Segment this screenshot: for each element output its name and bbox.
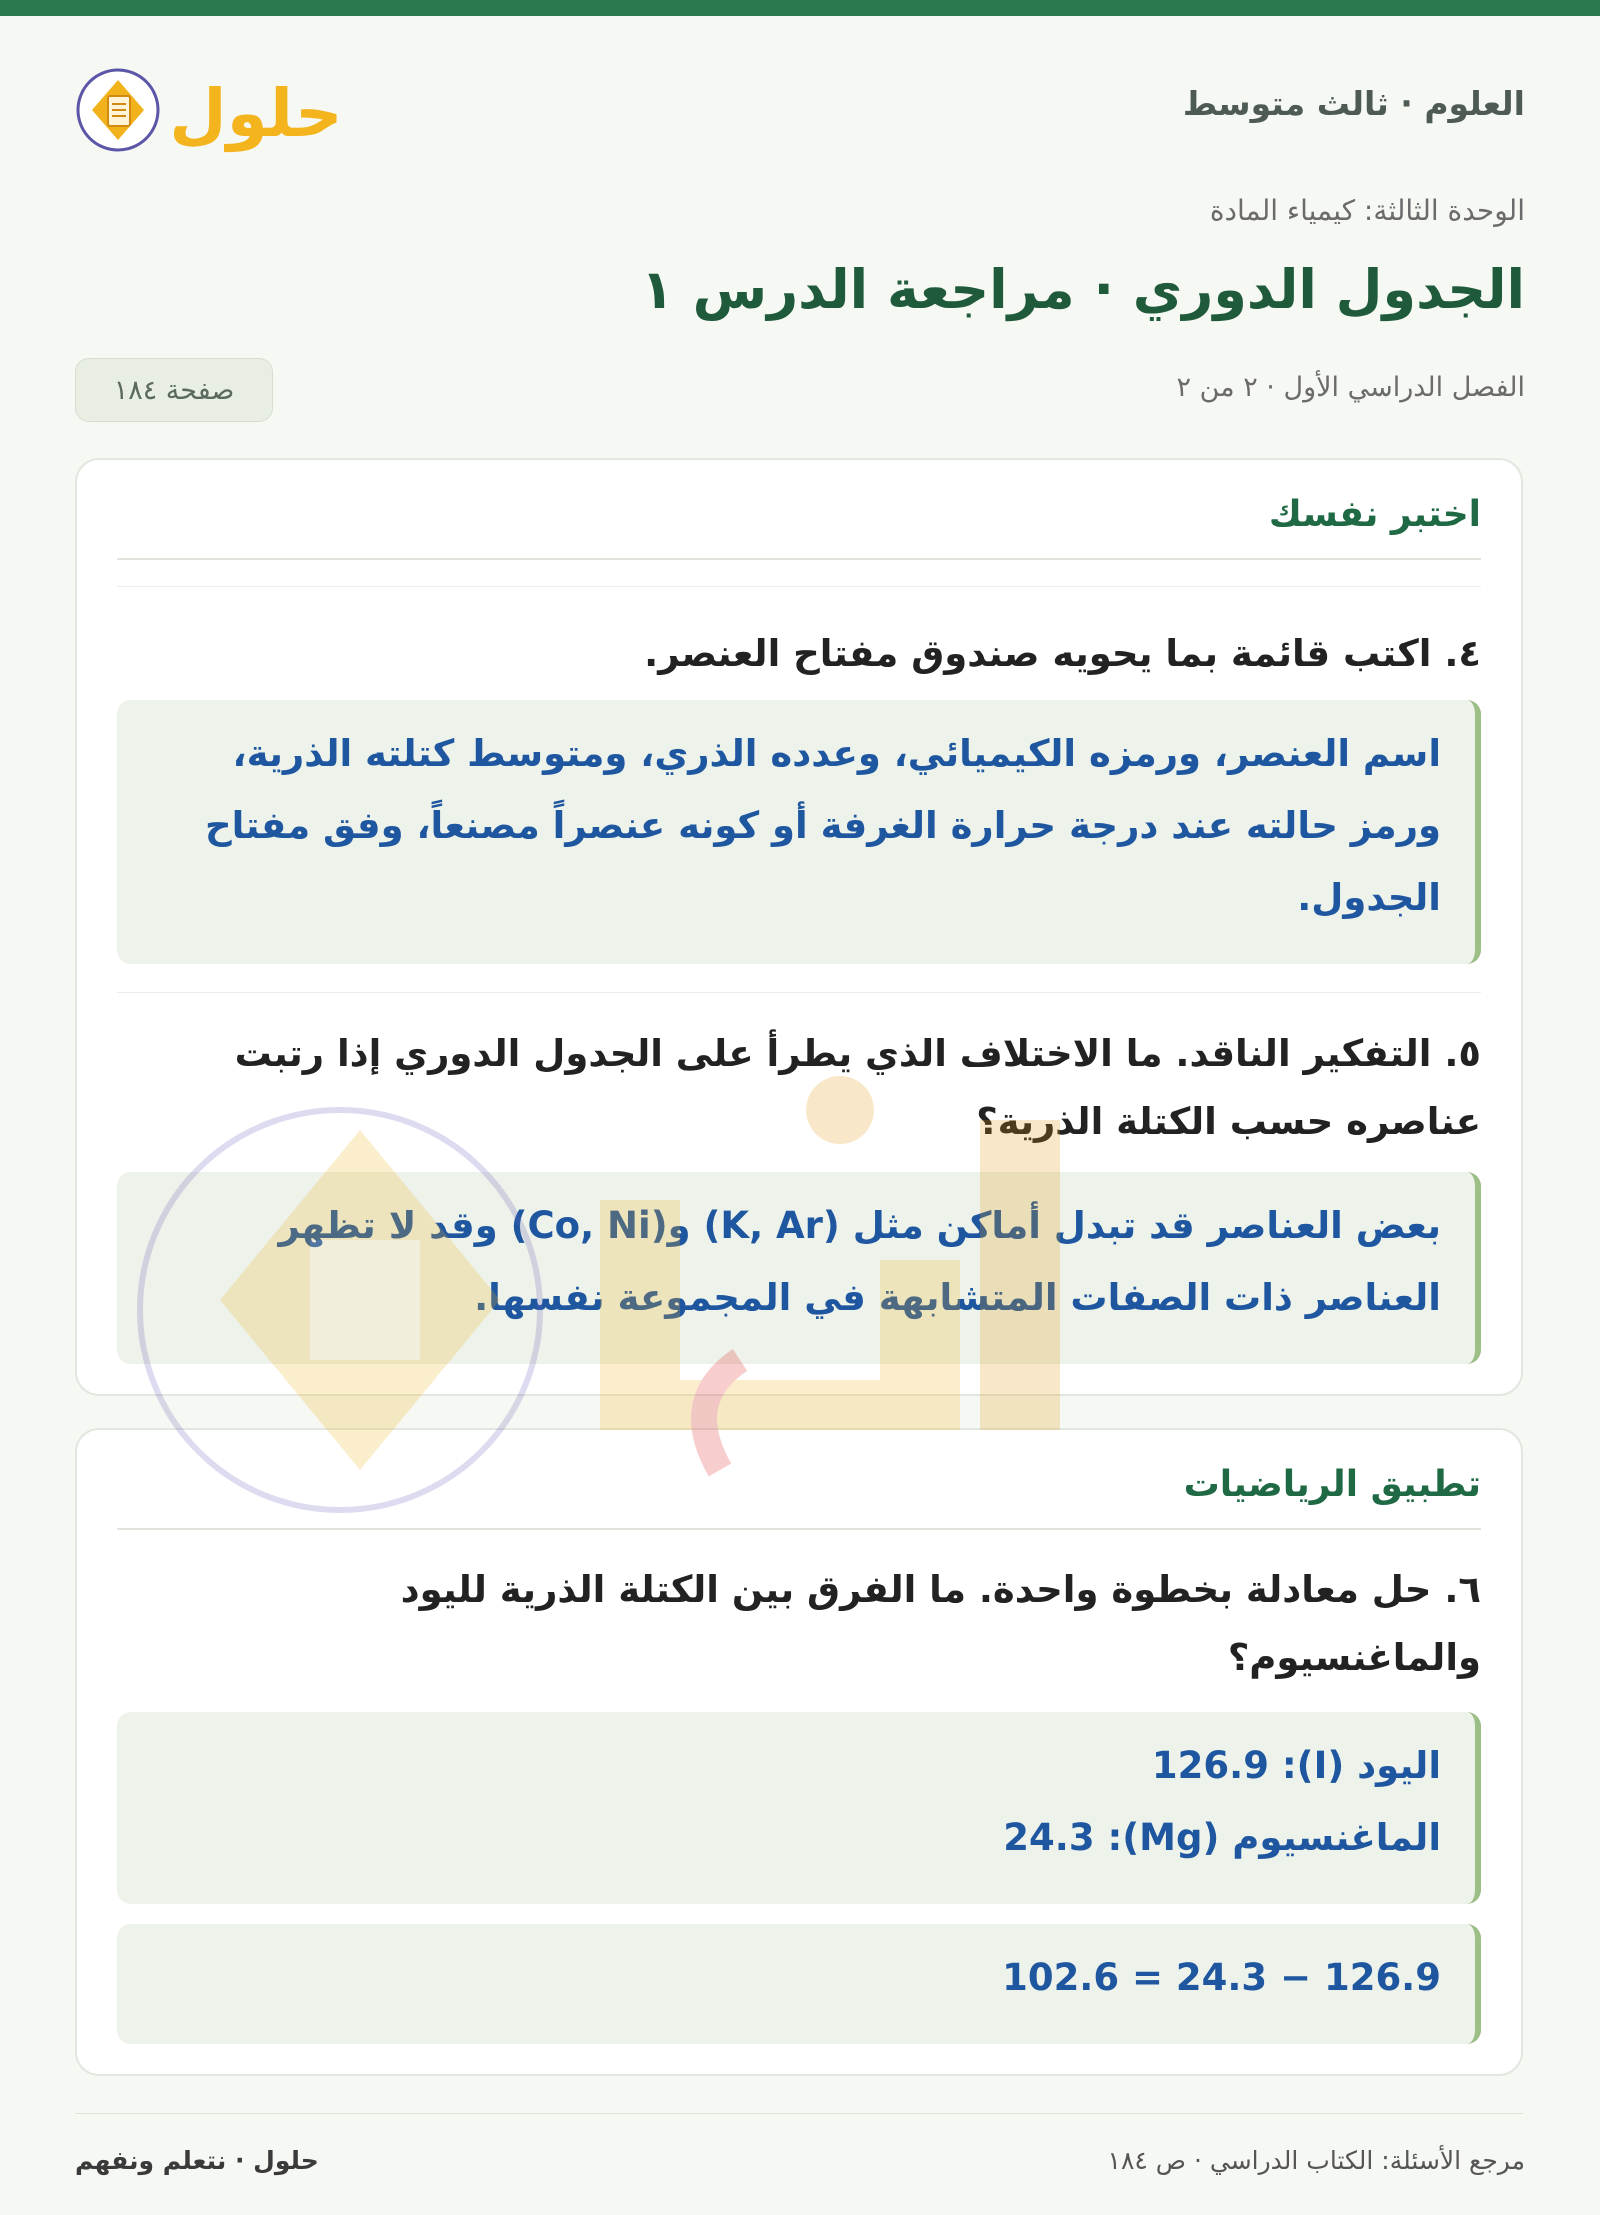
answer-5 xyxy=(117,1172,1481,1364)
footer-reference: مرجع الأسئلة: الكتاب الدراسي · ص ١٨٤ xyxy=(1107,2146,1525,2175)
section-card-self-test xyxy=(75,458,1523,1396)
calculation-box xyxy=(117,1924,1481,2044)
calculation-text: 126.9 − 24.3 = 102.6 xyxy=(1002,1956,1441,1999)
answer-line: ورمز حالته عند درجة حرارة الغرفة أو كونه عنصراً مصنعاً، وفق مفتاح xyxy=(204,804,1441,847)
answer-line: الماغنسيوم (Mg): 24.3 xyxy=(1003,1816,1441,1859)
unit-label: الوحدة الثالثة: كيمياء المادة xyxy=(1209,194,1525,227)
page-number-badge: صفحة ١٨٤ xyxy=(75,358,273,422)
top-accent-bar xyxy=(0,0,1600,16)
section-title: تطبيق الرياضيات xyxy=(1183,1464,1481,1505)
subject-label: العلوم · ثالث متوسط xyxy=(1182,84,1525,123)
answer-line: اليود (I): 126.9 xyxy=(1151,1744,1441,1787)
question-line: عناصره حسب الكتلة الذرية؟ xyxy=(976,1100,1481,1143)
answer-line: الجدول. xyxy=(1297,876,1441,919)
answer-line: اسم العنصر، ورمزه الكيميائي، وعدده الذري، ومتوسط كتلته الذرية، xyxy=(232,732,1441,775)
site-logo[interactable] xyxy=(72,52,342,162)
footer-divider xyxy=(75,2113,1523,2114)
answer-4 xyxy=(117,700,1481,964)
footer-brand[interactable]: حلول · نتعلم ونفهم xyxy=(75,2146,319,2175)
question-line: ٦. حل معادلة بخطوة واحدة. ما الفرق بين الكتلة الذرية لليود xyxy=(400,1568,1481,1611)
section-divider xyxy=(117,1528,1481,1530)
page-title: الجدول الدوري · مراجعة الدرس ١ xyxy=(640,258,1525,321)
svg-text:حلول: حلول xyxy=(169,75,342,152)
book-diamond-icon xyxy=(72,52,342,162)
answer-line: العناصر ذات الصفات المتشابهة في المجموعة نفسها. xyxy=(474,1276,1441,1319)
section-divider xyxy=(117,558,1481,560)
question-divider xyxy=(117,586,1481,587)
section-card-math xyxy=(75,1428,1523,2076)
question-6 xyxy=(121,1556,1481,1692)
semester-label: الفصل الدراسي الأول · ٢ من ٢ xyxy=(1176,372,1525,403)
question-5 xyxy=(121,1020,1481,1156)
question-line: والماغنسيوم؟ xyxy=(1227,1636,1481,1679)
question-line: ٥. التفكير الناقد. ما الاختلاف الذي يطرأ على الجدول الدوري إذا رتبت xyxy=(234,1032,1481,1075)
question-divider xyxy=(117,992,1481,993)
question-4: ٤. اكتب قائمة بما يحويه صندوق مفتاح العنصر. xyxy=(644,632,1481,675)
section-title: اختبر نفسك xyxy=(1268,494,1481,535)
answer-6 xyxy=(117,1712,1481,1904)
answer-line: بعض العناصر قد تبدل أماكن مثل (K, Ar) و(Co, Ni) وقد لا تظهر xyxy=(278,1204,1441,1247)
